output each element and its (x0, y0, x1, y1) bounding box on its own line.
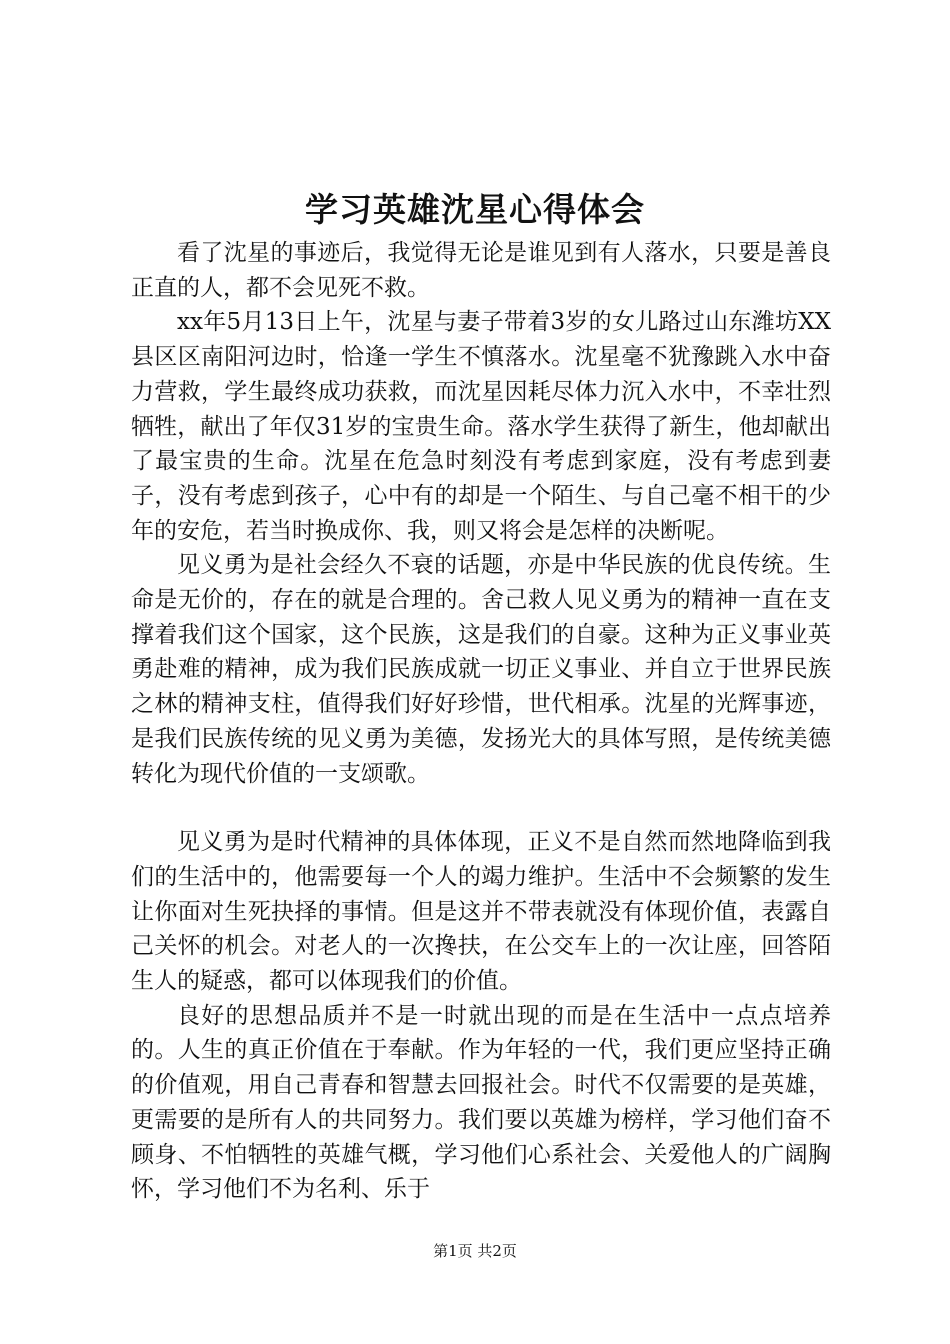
document-body (131, 236, 831, 1207)
paragraph: 看了沈星的事迹后，我觉得无论是谁见到有人落水，只要是善良正直的人，都不会见死不救。 (131, 240, 831, 301)
paragraph: 良好的思想品质并不是一时就出现的而是在生活中一点点培养的。人生的真正价值在于奉献。作为年轻的一代，我们更应坚持正确的价值观，用自己青春和智慧去回报社会。时代不仅需要的是英雄，更需要的是所有人的共同努力。我们要以英雄为榜样，学习他们奋不顾身、不怕牺牲的英雄气概，学习他们心系社会、关爱他人的广阔胸怀，学习他们不为名利、乐于 (131, 1002, 831, 1203)
paragraph: 见义勇为是社会经久不衰的话题，亦是中华民族的优良传统。生命是无价的，存在的就是合理的。舍己救人见义勇为的精神一直在支撑着我们这个国家，这个民族，这是我们的自豪。这种为正义事业英勇赴难的精神，成为我们民族成就一切正义事业、并自立于世界民族之林的精神支柱，值得我们好好珍惜，世代相承。沈星的光辉事迹，是我们民族传统的见义勇为美德，发扬光大的具体写照，是传统美德转化为现代价值的一支颂歌。 (131, 552, 831, 787)
paragraph: 见义勇为是时代精神的具体体现，正义不是自然而然地降临到我们的生活中的，他需要每一个人的竭力维护。生活中不会频繁的发生让你面对生死抉择的事情。但是这并不带表就没有体现价值，表露自己关怀的机会。对老人的一次搀扶，在公交车上的一次让座，回答陌生人的疑惑，都可以体现我们的价值。 (131, 829, 831, 995)
page-number-footer: 第1页 共2页 (433, 1242, 517, 1260)
paragraph: xx年5月13日上午，沈星与妻子带着3岁的女儿路过山东潍坊XX县区区南阳河边时，恰逢一学生不慎落水。沈星毫不犹豫跳入水中奋力营救，学生最终成功获救，而沈星因耗尽体力沉入水中，不幸壮烈牺牲，献出了年仅31岁的宝贵生命。落水学生获得了新生，他却献出了最宝贵的生命。沈星在危急时刻没有考虑到家庭，没有考虑到妻子，没有考虑到孩子，心中有的却是一个陌生、与自己毫不相干的少年的安危，若当时换成你、我，则又将会是怎样的决断呢。 (131, 309, 831, 544)
document-title: 学习英雄沈星心得体会 (305, 190, 645, 229)
